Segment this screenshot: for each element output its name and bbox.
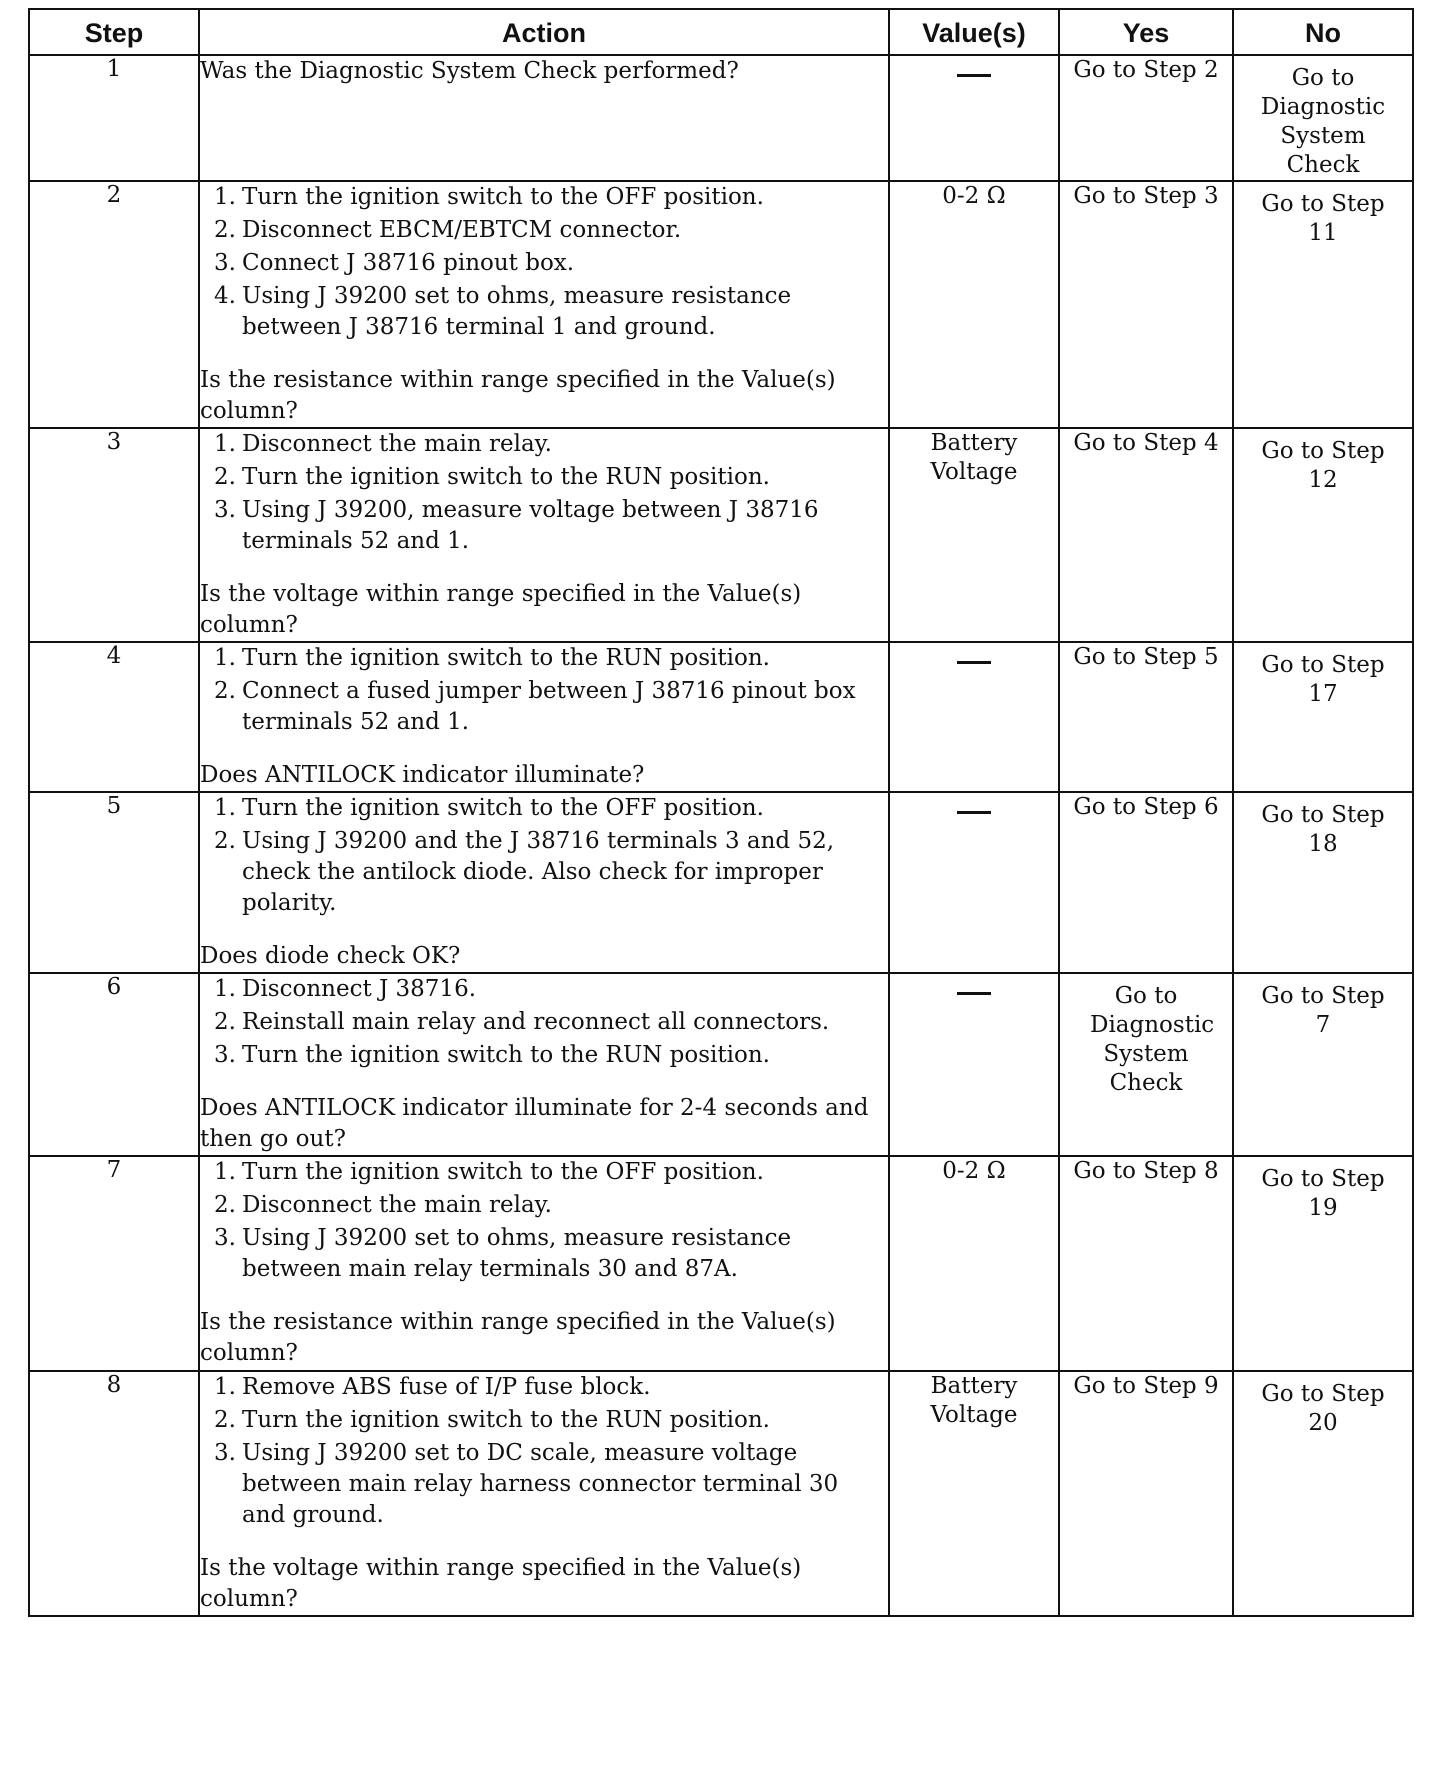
- instruction-item: Turn the ignition switch to the RUN position.: [242, 1407, 770, 1433]
- header-no: No: [1233, 9, 1413, 55]
- instruction-list: [200, 1372, 888, 1533]
- table-row: [29, 181, 1413, 428]
- instruction-item: Using J 39200 and the J 38716 terminals 3 and 52, check the antilock diode. Also check for improper polarity.: [242, 828, 835, 916]
- question-text: Was the Diagnostic System Check performed?: [200, 58, 739, 84]
- header-yes: Yes: [1059, 9, 1233, 55]
- yes-action: Go to Step 3: [1059, 181, 1233, 428]
- step-number: 3: [29, 428, 199, 642]
- step-number: 5: [29, 792, 199, 973]
- step-number: 1: [29, 55, 199, 181]
- table-row: [29, 973, 1413, 1156]
- not-applicable-dash: [957, 661, 991, 664]
- instruction-item: Disconnect the main relay.: [242, 1192, 552, 1218]
- yes-action: Go to Diagnostic System Check: [1059, 973, 1233, 1156]
- instruction-item: Disconnect the main relay.: [242, 431, 552, 457]
- not-applicable-dash: [957, 811, 991, 814]
- action-cell: [199, 181, 889, 428]
- table-row: [29, 55, 1413, 181]
- action-content: [200, 182, 888, 427]
- value-cell: [889, 642, 1059, 792]
- yes-action: Go to Step 2: [1059, 55, 1233, 181]
- value-cell: [889, 428, 1059, 642]
- instruction-item: Turn the ignition switch to the OFF position.: [242, 1159, 764, 1185]
- instruction-list: [200, 182, 888, 345]
- instruction-item: Turn the ignition switch to the OFF position.: [242, 184, 764, 210]
- action-content: [200, 793, 888, 972]
- step-number: 6: [29, 973, 199, 1156]
- value-text: Battery Voltage: [930, 430, 1018, 485]
- no-action: Go to Step 19: [1233, 1156, 1413, 1371]
- value-text: Battery Voltage: [930, 1373, 1018, 1428]
- table-row: [29, 642, 1413, 792]
- step-number: 2: [29, 181, 199, 428]
- not-applicable-dash: [957, 74, 991, 77]
- step-number: 4: [29, 642, 199, 792]
- table-row: [29, 428, 1413, 642]
- instruction-item: Using J 39200 set to DC scale, measure voltage between main relay harness connector terminal 30 and ground.: [242, 1440, 839, 1528]
- instruction-list: [200, 643, 888, 740]
- table-row: [29, 1156, 1413, 1371]
- value-cell: [889, 55, 1059, 181]
- table-row: [29, 792, 1413, 973]
- instruction-list: [200, 974, 888, 1073]
- action-cell: [199, 642, 889, 792]
- no-action: Go to Step 17: [1233, 642, 1413, 792]
- action-content: [200, 1372, 888, 1615]
- header-values: Value(s): [889, 9, 1059, 55]
- value-cell: [889, 973, 1059, 1156]
- header-step: Step: [29, 9, 199, 55]
- action-content: [200, 643, 888, 791]
- diagnostic-table: [28, 8, 1414, 1617]
- question-text: Does ANTILOCK indicator illuminate for 2-4 seconds and then go out?: [200, 1095, 869, 1152]
- step-number: 8: [29, 1371, 199, 1616]
- no-action: Go to Step 20: [1233, 1371, 1413, 1616]
- instruction-item: Using J 39200, measure voltage between J 38716 terminals 52 and 1.: [242, 497, 819, 554]
- header-action: Action: [199, 9, 889, 55]
- instruction-item: Turn the ignition switch to the RUN position.: [242, 1042, 770, 1068]
- diagnostic-document: [28, 8, 1412, 1764]
- no-action: Go to Step 7: [1233, 973, 1413, 1156]
- instruction-item: Using J 39200 set to ohms, measure resistance between main relay terminals 30 and 87A.: [242, 1225, 792, 1282]
- instruction-item: Disconnect J 38716.: [242, 976, 477, 1002]
- yes-action: Go to Step 9: [1059, 1371, 1233, 1616]
- value-cell: [889, 1371, 1059, 1616]
- instruction-item: Connect J 38716 pinout box.: [242, 250, 575, 276]
- action-content: [200, 56, 888, 158]
- no-action: Go to Step 18: [1233, 792, 1413, 973]
- table-row: [29, 1371, 1413, 1616]
- instruction-item: Reinstall main relay and reconnect all connectors.: [242, 1009, 830, 1035]
- table-body: [29, 55, 1413, 1616]
- not-applicable-dash: [957, 992, 991, 995]
- yes-action: Go to Step 4: [1059, 428, 1233, 642]
- action-cell: [199, 1156, 889, 1371]
- yes-action: Go to Step 5: [1059, 642, 1233, 792]
- instruction-item: Turn the ignition switch to the RUN position.: [242, 645, 770, 671]
- question-text: Does ANTILOCK indicator illuminate?: [200, 762, 645, 788]
- instruction-item: Turn the ignition switch to the RUN position.: [242, 464, 770, 490]
- value-text: 0-2 Ω: [942, 183, 1006, 209]
- yes-action: Go to Step 8: [1059, 1156, 1233, 1371]
- question-text: Is the voltage within range specified in the Value(s) column?: [200, 581, 802, 638]
- value-text: 0-2 Ω: [942, 1158, 1006, 1184]
- instruction-list: [200, 429, 888, 559]
- question-text: Is the resistance within range specified in the Value(s) column?: [200, 1309, 836, 1366]
- action-content: [200, 974, 888, 1155]
- header-row: [29, 9, 1413, 55]
- value-cell: [889, 792, 1059, 973]
- value-cell: [889, 1156, 1059, 1371]
- yes-action: Go to Step 6: [1059, 792, 1233, 973]
- instruction-item: Connect a fused jumper between J 38716 pinout box terminals 52 and 1.: [242, 678, 856, 735]
- instruction-item: Disconnect EBCM/EBTCM connector.: [242, 217, 682, 243]
- instruction-item: Using J 39200 set to ohms, measure resistance between J 38716 terminal 1 and ground.: [242, 283, 792, 340]
- question-text: Is the resistance within range specified in the Value(s) column?: [200, 367, 836, 424]
- question-text: Is the voltage within range specified in the Value(s) column?: [200, 1555, 802, 1612]
- instruction-list: [200, 1157, 888, 1287]
- instruction-item: Turn the ignition switch to the OFF position.: [242, 795, 764, 821]
- action-content: [200, 429, 888, 641]
- no-action: Go to Step 12: [1233, 428, 1413, 642]
- instruction-list: [200, 793, 888, 921]
- action-cell: [199, 428, 889, 642]
- action-cell: [199, 1371, 889, 1616]
- no-action: Go to Step 11: [1233, 181, 1413, 428]
- question-text: Does diode check OK?: [200, 943, 461, 969]
- action-cell: [199, 973, 889, 1156]
- action-cell: [199, 55, 889, 181]
- instruction-item: Remove ABS fuse of I/P fuse block.: [242, 1374, 651, 1400]
- action-cell: [199, 792, 889, 973]
- value-cell: [889, 181, 1059, 428]
- no-action: Go to Diagnostic System Check: [1233, 55, 1413, 181]
- step-number: 7: [29, 1156, 199, 1371]
- action-content: [200, 1157, 888, 1369]
